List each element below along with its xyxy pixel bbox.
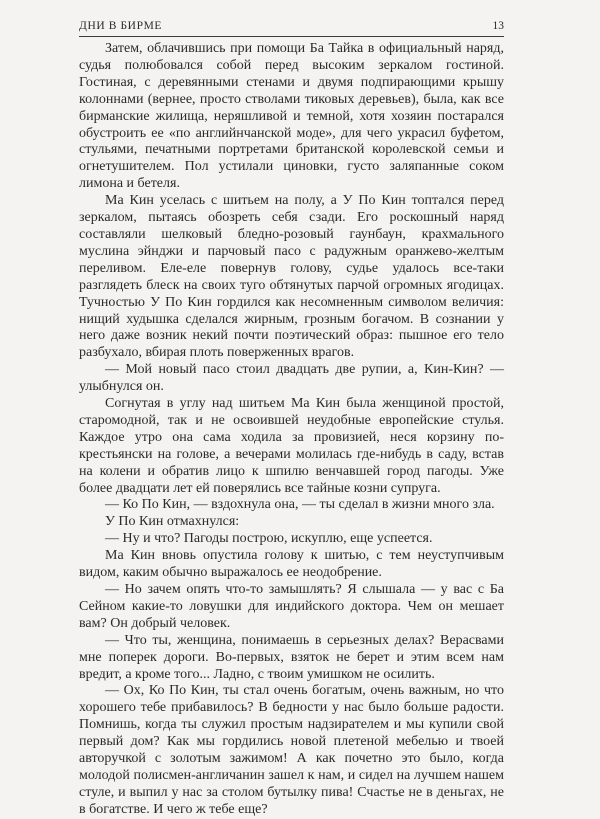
running-head-title: ДНИ В БИРМЕ <box>79 20 163 32</box>
page-number: 13 <box>492 20 504 32</box>
header-rule <box>79 36 504 37</box>
running-head <box>79 18 504 34</box>
paragraph: — Но зачем опять что-то замышлять? Я слышала — у вас с Ба Сейном какие-то ловушки для индийского доктора. Чем он мешает вам? Он добрый человек. <box>79 582 504 631</box>
paragraph: Затем, облачившись при помощи Ба Тайка в официальный наряд, судья полюбовался собой перед высоким зеркалом гостиной. Гостиная, с деревянными стенами и двумя подпирающими крышу колоннами (вернее, просто стволами тиковых деревьев), была, как все бирманские жилища, неряшливой и темной, хотя хозяин постарался обустроить ее «по английнчанской моде», для чего украсил буфетом, стульями, печатными портретами британской королевской семьи и огнетушителем. Пол устилали циновки, густо заляпанные соком лимона и бетеля. <box>79 41 504 192</box>
paragraph: — Ну и что? Пагоды построю, искуплю, еще успеется. <box>105 531 433 547</box>
paragraph: У По Кин отмахнулся: <box>105 514 240 530</box>
paragraph: Согнутая в углу над шитьем Ма Кин была женщиной простой, старомодной, так и не освоившей неудобные европейские стулья. Каждое утро она сама ходила за провизией, неся корзину по-крестьянски на голове, а вечерами молилась где-нибудь в саду, встав на колени и обратив лицо к шпилю венчавшей город пагоды. Уже более двадцати лет ей поверялись все тайные козни супруга. <box>79 396 504 496</box>
paragraph: — Ох, Ко По Кин, ты стал очень богатым, очень важным, но что хорошего тебе прибавилось? В бедности у нас было больше радости. Помнишь, когда ты служил простым надзирателем и мы купили свой первый дом? Как мы гордились новой плетеной мебелью и твоей авторучкой с золотым зажимом! А как почетно это было, когда молодой полисмен-англичанин зашел к нам, и сидел на лучшем нашем стуле, и выпил у нас за столом бутылку пива! Счастье не в деньгах, не в богатстве. И чего ж тебе еще? <box>79 683 504 817</box>
paragraph: — Ко По Кин, — вздохнула она, — ты сделал в жизни много зла. <box>105 497 495 513</box>
paragraph: Ма Кин уселась с шитьем на полу, а У По Кин топтался перед зеркалом, пытаясь обозреть себя сзади. Его роскошный наряд составляли шелковый бледно-розовый гаунбаун, крахмального муслина эйнджи и парчовый пасо с радужным оранжево-желтым переливом. Еле-еле повернув голову, судье удалось все-таки разглядеть блеск на своих туго обтянутых парчой огромных ягодицах. Тучностью У По Кин гордился как несомненным символом величия: нищий худышка сделался жирным, грозным богачом. В сознании у него даже возник некий почти поэтический образ: пышное его тело разбухало, вбирая плоть поверженных врагов. <box>79 193 504 361</box>
paragraph: — Что ты, женщина, понимаешь в серьезных делах? Верасвами мне поперек дороги. Во-первых, взяток не берет и этим всем нам вредит, а кроме того... Ладно, с твоим умишком не осилить. <box>79 632 504 682</box>
paragraph: Ма Кин вновь опустила голову к шитью, с тем неуступчивым видом, каким обычно выражалось ее неодобрение. <box>79 548 504 581</box>
paragraph: — Мой новый пасо стоил двадцать две рупии, а, Кин-Кин? — улыбнулся он. <box>79 362 504 395</box>
body-text <box>79 41 504 819</box>
